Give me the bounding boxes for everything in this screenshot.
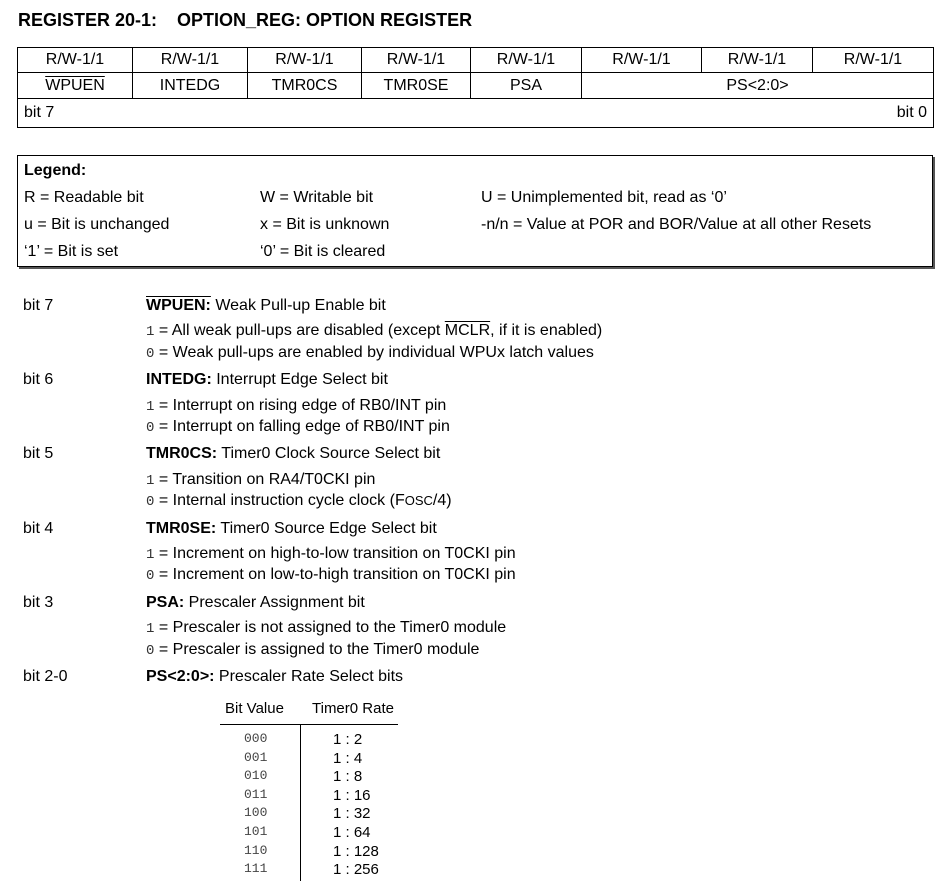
bit20-label: bit 2-0	[23, 668, 68, 685]
prescaler-row	[220, 861, 400, 880]
prescaler-row	[220, 750, 400, 769]
bit3-desc: Prescaler Assignment bit	[184, 594, 365, 611]
bit5-v1-text: = Transition on RA4/T0CKI pin	[154, 471, 376, 488]
prescaler-rate: 1 : 256	[333, 861, 379, 879]
bit4-v1-text: = Increment on high-to-low transition on T0CKI pin	[154, 545, 516, 562]
bit7-desc: Weak Pull-up Enable bit	[210, 297, 386, 314]
access-bit7: R/W-1/1	[18, 48, 133, 73]
bit5-v0-text-b: /4)	[432, 492, 452, 509]
bit5-name: TMR0CS:	[146, 445, 218, 462]
bit7-v0-code: 0	[146, 346, 155, 362]
bit3-name: PSA:	[146, 594, 185, 611]
bit7-v1-text-a: = All weak pull-ups are disabled (except	[154, 322, 445, 339]
bit7-label: bit 7	[23, 297, 54, 314]
bit6-v0-text: = Interrupt on falling edge of RB0/INT pin	[154, 418, 450, 435]
name-tmr0cs: TMR0CS	[248, 73, 362, 99]
access-bit0: R/W-1/1	[813, 48, 934, 73]
name-ps: PS<2:0>	[582, 73, 934, 99]
bit4-label: bit 4	[23, 520, 54, 537]
mclr-label: MCLR	[444, 322, 491, 339]
legend-box	[17, 155, 933, 267]
bit3-v0-code: 0	[146, 643, 155, 659]
name-wpuen	[18, 73, 133, 99]
bit7-v1-code: 1	[146, 324, 155, 340]
bit7-name: WPUEN:	[146, 297, 211, 314]
prescaler-row	[220, 731, 400, 750]
bit7-value0	[146, 344, 594, 362]
legend-r: R = Readable bit	[24, 189, 144, 206]
bit-range-row	[18, 99, 934, 128]
access-bit1: R/W-1/1	[702, 48, 813, 73]
bit20-desc: Prescaler Rate Select bits	[214, 668, 404, 685]
legend-x: x = Bit is unknown	[260, 216, 390, 233]
prescaler-rate: 1 : 2	[333, 731, 363, 748]
names-row	[18, 73, 934, 99]
legend-u-unimplemented: U = Unimplemented bit, read as ‘0’	[481, 189, 727, 206]
bit5-label: bit 5	[23, 445, 54, 462]
bit6-label: bit 6	[23, 371, 54, 388]
fosc-subscript: OSC	[404, 493, 433, 508]
access-bit4: R/W-1/1	[362, 48, 471, 73]
bit20-title	[146, 668, 403, 686]
bit4-value0	[146, 566, 516, 584]
bit4-v1-code: 1	[146, 547, 155, 563]
prescaler-row	[220, 805, 400, 824]
bit7-title	[146, 297, 386, 315]
bit7-value1	[146, 322, 602, 340]
name-psa: PSA	[471, 73, 582, 99]
prescaler-row	[220, 787, 400, 806]
prescaler-col-rate: Timer0 Rate	[312, 700, 394, 717]
bit3-label: bit 3	[23, 594, 54, 611]
bit3-v1-text: = Prescaler is not assigned to the Timer0 module	[154, 619, 507, 636]
access-bit5: R/W-1/1	[248, 48, 362, 73]
legend-w: W = Writable bit	[260, 189, 374, 206]
prescaler-bits: 110	[244, 842, 268, 858]
bit3-value0	[146, 641, 479, 659]
bit5-desc: Timer0 Clock Source Select bit	[217, 445, 441, 462]
bit3-value1	[146, 619, 506, 637]
bit6-v1-text: = Interrupt on rising edge of RB0/INT pin	[154, 397, 447, 414]
bit5-v0-code: 0	[146, 494, 155, 510]
prescaler-bits: 111	[244, 861, 268, 877]
prescaler-rate: 1 : 4	[333, 749, 363, 767]
prescaler-bits: 000	[244, 731, 268, 746]
legend-u: u = Bit is unchanged	[24, 216, 170, 233]
bit6-desc: Interrupt Edge Select bit	[211, 371, 388, 388]
bit6-v0-code: 0	[146, 420, 155, 436]
bit7-v0-text: = Weak pull-ups are enabled by individual WPUx latch values	[154, 344, 594, 361]
bit5-v0-text-a: = Internal instruction cycle clock (F	[154, 492, 405, 509]
prescaler-header-rule	[220, 724, 398, 725]
bit-low-label: bit 0	[896, 104, 927, 121]
prescaler-rate: 1 : 16	[333, 786, 371, 804]
wpuen-label: WPUEN	[45, 76, 105, 94]
prescaler-row	[220, 843, 400, 862]
prescaler-row	[220, 768, 400, 787]
access-bit2: R/W-1/1	[582, 48, 702, 73]
bit4-title	[146, 520, 437, 538]
bit6-name: INTEDG:	[146, 371, 212, 388]
register-bit-table	[17, 47, 934, 128]
bit3-title	[146, 594, 365, 612]
prescaler-bits: 100	[244, 805, 268, 821]
prescaler-bits: 101	[244, 824, 268, 839]
bit6-value1	[146, 397, 446, 415]
name-tmr0se: TMR0SE	[362, 73, 471, 99]
name-intedg: INTEDG	[133, 73, 248, 99]
bit5-v1-code: 1	[146, 473, 155, 489]
legend-nn: -n/n = Value at POR and BOR/Value at all other Resets	[481, 216, 872, 233]
prescaler-rate: 1 : 32	[333, 805, 371, 823]
prescaler-bits: 001	[244, 749, 268, 765]
bit5-title	[146, 445, 440, 463]
prescaler-row	[220, 824, 400, 843]
access-bit3: R/W-1/1	[471, 48, 582, 73]
legend-heading: Legend:	[24, 162, 87, 179]
prescaler-bits: 010	[244, 768, 268, 784]
bit5-value0	[146, 492, 452, 510]
bit4-value1	[146, 545, 516, 563]
access-bit6: R/W-1/1	[133, 48, 248, 73]
bit6-v1-code: 1	[146, 399, 155, 415]
prescaler-rate: 1 : 128	[333, 842, 379, 860]
bit4-name: TMR0SE:	[146, 520, 217, 537]
bit4-v0-code: 0	[146, 568, 155, 584]
bit6-value0	[146, 418, 450, 436]
bit4-v0-text: = Increment on low-to-high transition on T0CKI pin	[154, 566, 516, 583]
legend-one: ‘1’ = Bit is set	[24, 243, 119, 260]
prescaler-col-bitvalue: Bit Value	[225, 700, 284, 717]
access-row	[18, 48, 934, 73]
prescaler-rate: 1 : 64	[333, 824, 371, 841]
register-title: REGISTER 20-1: OPTION_REG: OPTION REGISTER	[18, 10, 473, 30]
legend-zero: ‘0’ = Bit is cleared	[260, 243, 386, 260]
bit3-v1-code: 1	[146, 621, 155, 637]
bit7-v1-text-b: , if it is enabled)	[490, 322, 603, 339]
bit3-v0-text: = Prescaler is assigned to the Timer0 module	[154, 641, 480, 658]
bit6-title	[146, 371, 388, 389]
prescaler-rate: 1 : 8	[333, 768, 363, 786]
bit20-name: PS<2:0>:	[146, 668, 215, 685]
prescaler-bits: 011	[244, 786, 268, 802]
bit5-value1	[146, 471, 375, 489]
bit-high-label: bit 7	[24, 104, 55, 121]
bit-range-cell	[18, 99, 934, 128]
bit4-desc: Timer0 Source Edge Select bit	[216, 520, 437, 537]
